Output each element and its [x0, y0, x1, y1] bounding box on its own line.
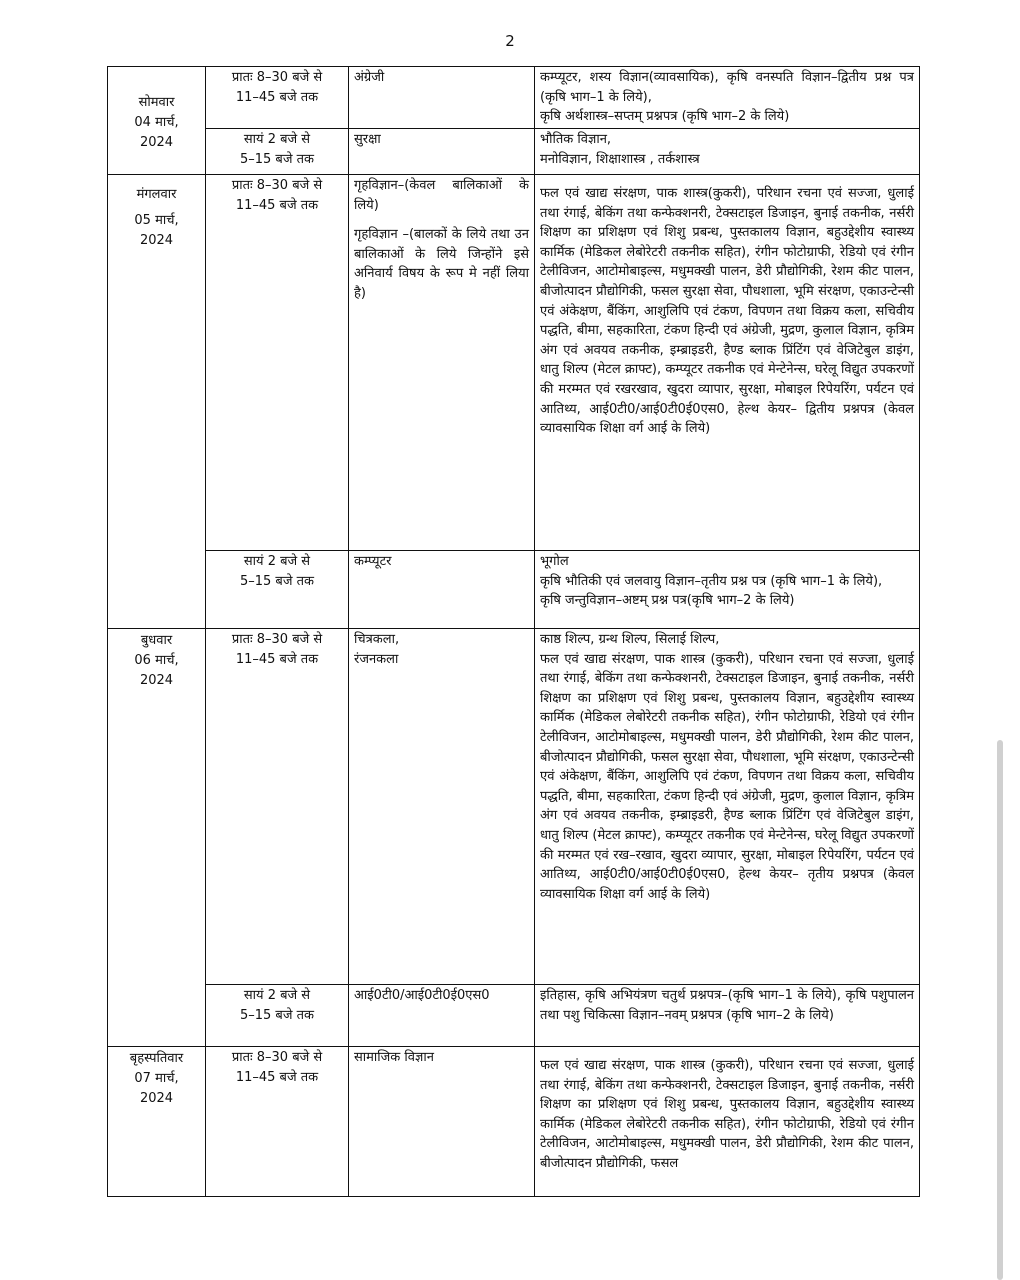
day-date: 07 मार्च,	[134, 1071, 179, 1086]
subject-name: अंग्रेजी	[354, 70, 385, 85]
description-cell	[535, 1047, 920, 1197]
subject-name: कम्प्यूटर	[354, 554, 392, 569]
time-end: 11–45 बजे तक	[235, 1070, 319, 1085]
subject-name: सुरक्षा	[354, 132, 381, 147]
day-name: बृहस्पतिवार	[129, 1051, 184, 1066]
description-text: भौतिक विज्ञान,	[540, 132, 612, 147]
table-row	[108, 1047, 920, 1197]
day-year: 2024	[139, 673, 174, 688]
day-year: 2024	[139, 135, 174, 150]
description-cell	[535, 175, 920, 551]
subject-cell	[349, 629, 535, 985]
time-start: प्रातः 8–30 बजे से	[231, 178, 323, 193]
subject-name: सामाजिक विज्ञान	[354, 1050, 434, 1065]
time-end: 11–45 बजे तक	[235, 90, 319, 105]
description-text: कृषि अर्थशास्त्र–सप्तम् प्रश्नपत्र (कृषि भाग–2 के लिये)	[540, 109, 790, 125]
description-text: कृषि जन्तुविज्ञान–अष्टम् प्रश्न पत्र(कृषि भाग–2 के लिये)	[540, 593, 795, 609]
exam-schedule-table	[107, 66, 920, 1197]
time-start: सायं 2 बजे से	[243, 988, 311, 1003]
subject-name: आई0टी0/आई0टी0ई0एस0	[354, 988, 490, 1003]
page-number: 2	[505, 32, 515, 50]
time-start: प्रातः 8–30 बजे से	[231, 632, 323, 647]
time-end: 5–15 बजे तक	[239, 1008, 315, 1023]
description-text: फल एवं खाद्य संरक्षण, पाक शास्त्र (कुकरी), परिधान रचना एवं सज्जा, धुलाई तथा रंगाई, बेकिंग तथा कन्फेक्शनरी, टेक्सटाइल डिजाइन, बुनाई तकनीक, नर्सरी शिक्षण का प्रशिक्षण एवं शिशु प्रबन्ध, पुस्तकालय विज्ञान, बहुउद्देशीय स्वास्थ्य कार्मिक (मेडिकल लेबोरेटरी तकनीक सहित), रंगीन फोटोग्राफी, रेडियो एवं रंगीन टेलीविजन, आटोमोबाइल्स, मधुमक्खी पालन, डेरी प्रौद्योगिकी, रेशम कीट पालन, बीजोत्पादन प्रौद्योगिकी, फसल	[540, 1058, 914, 1171]
time-cell	[206, 129, 349, 175]
subject-name: गृहविज्ञान –(बालकों के लिये तथा उन बालिकाओं के लिये जिन्होंने इसे अनिवार्य विषय के रूप मे नहीं लिया है)	[354, 227, 529, 301]
description-text: फल एवं खाद्य संरक्षण, पाक शास्त्र(कुकरी), परिधान रचना एवं सज्जा, धुलाई तथा रंगाई, बेकिंग तथा कन्फेक्शनरी, टेक्सटाइल डिजाइन, बुनाई तकनीक, नर्सरी शिक्षण का प्रशिक्षण एवं शिशु प्रबन्ध, पुस्तकालय विज्ञान, बहुउद्देशीय स्वास्थ्य कार्मिक (मेडिकल लेबोरेटरी तकनीक सहित), रंगीन फोटोग्राफी, रेडियो एवं रंगीन टेलीविजन, आटोमोबाइल्स, मधुमक्खी पालन, डेरी प्रौद्योगिकी, रेशम कीट पालन, बीजोत्पादन प्रौद्योगिकी, फसल सुरक्षा सेवा, पौधशाला, भूमि संरक्षण, एकाउन्टेन्सी एवं अंकेक्षण, बैंकिंग, आशुलिपि एवं टंकण, विपणन तथा विक्रय कला, सचिवीय पद्धति, बीमा, सहकारिता, टंकण हिन्दी एवं अंग्रेजी, मुद्रण, कुलाल विज्ञान, कृत्रिम अंग एवं अवयव तकनीक, इम्ब्राइडरी, हैण्ड ब्लाक प्रिंटिंग एवं वेजिटेबुल डाइंग, धातु शिल्प (मेटल क्राफ्ट), कम्प्यूटर तकनीक एवं मेन्टेनेन्स, घरेलू विद्युत उपकरणों की मरम्मत एवं रखरखाव, खुदरा व्यापार, सुरक्षा, मोबाइल रिपेयरिंग, पर्यटन एवं आतिथ्य, आई0टी0/आई0टी0ई0एस0, हेल्थ केयर– द्वितीय प्रश्नपत्र (केवल व्यावसायिक शिक्षा वर्ग आई के लिये)	[540, 186, 914, 437]
table-row	[108, 629, 920, 985]
subject-name: चित्रकला,	[354, 632, 400, 647]
time-end: 5–15 बजे तक	[239, 574, 315, 589]
table-row	[108, 551, 920, 629]
day-name: बुधवार	[140, 633, 173, 648]
description-text: कृषि भौतिकी एवं जलवायु विज्ञान–तृतीय प्रश्न पत्र (कृषि भाग–1 के लिये),	[540, 573, 883, 589]
day-cell	[108, 175, 206, 629]
time-cell	[206, 629, 349, 985]
time-cell	[206, 175, 349, 551]
description-text: मनोविज्ञान, शिक्षाशास्त्र , तर्कशास्त्र	[540, 151, 700, 167]
subject-cell	[349, 1047, 535, 1197]
description-cell	[535, 129, 920, 175]
description-text: काष्ठ शिल्प, ग्रन्थ शिल्प, सिलाई शिल्प,	[540, 632, 720, 647]
time-end: 5–15 बजे तक	[239, 152, 315, 167]
description-text: कम्प्यूटर, शस्य विज्ञान(व्यावसायिक), कृषि वनस्पति विज्ञान–द्वितीय प्रश्न पत्र (कृषि भाग–1 के लिये),	[540, 70, 914, 105]
description-cell	[535, 629, 920, 985]
day-cell	[108, 67, 206, 175]
description-cell	[535, 67, 920, 129]
subject-cell	[349, 551, 535, 629]
day-year: 2024	[139, 233, 174, 248]
day-date: 06 मार्च,	[134, 653, 179, 668]
time-cell	[206, 1047, 349, 1197]
subject-name: गृहविज्ञान–(केवल बालिकाओं के लिये)	[354, 178, 529, 213]
subject-cell	[349, 985, 535, 1047]
description-text: भूगोल	[540, 554, 569, 569]
description-cell	[535, 551, 920, 629]
subject-cell	[349, 67, 535, 129]
subject-name: रंजनकला	[354, 651, 399, 667]
time-end: 11–45 बजे तक	[235, 198, 319, 213]
time-start: प्रातः 8–30 बजे से	[231, 70, 323, 85]
subject-cell	[349, 175, 535, 551]
time-cell	[206, 985, 349, 1047]
day-year: 2024	[139, 1091, 174, 1106]
time-start: प्रातः 8–30 बजे से	[231, 1050, 323, 1065]
subject-cell	[349, 129, 535, 175]
table-row	[108, 67, 920, 129]
day-date: 04 मार्च,	[134, 115, 179, 130]
day-cell	[108, 629, 206, 1047]
table-row	[108, 175, 920, 551]
table-row	[108, 129, 920, 175]
time-cell	[206, 551, 349, 629]
day-cell	[108, 1047, 206, 1197]
time-start: सायं 2 बजे से	[243, 554, 311, 569]
vertical-scrollbar[interactable]	[997, 740, 1003, 1280]
time-start: सायं 2 बजे से	[243, 132, 311, 147]
time-cell	[206, 67, 349, 129]
day-name: मंगलवार	[136, 187, 177, 202]
day-name: सोमवार	[138, 95, 175, 110]
day-date: 05 मार्च,	[134, 213, 179, 228]
description-text: फल एवं खाद्य संरक्षण, पाक शास्त्र (कुकरी), परिधान रचना एवं सज्जा, धुलाई तथा रंगाई, बेकिंग तथा कन्फेक्शनरी, टेक्सटाइल डिजाइन, बुनाई तकनीक, नर्सरी शिक्षण का प्रशिक्षण एवं शिशु प्रबन्ध, पुस्तकालय विज्ञान, बहुउद्देशीय स्वास्थ्य कार्मिक (मेडिकल लेबोरेटरी तकनीक सहित), रंगीन फोटोग्राफी, रेडियो एवं रंगीन टेलीविजन, आटोमोबाइल्स, मधुमक्खी पालन, डेरी प्रौद्योगिकी, रेशम कीट पालन, बीजोत्पादन प्रौद्योगिकी, फसल सुरक्षा सेवा, पौधशाला, भूमि संरक्षण, एकाउन्टेन्सी एवं अंकेक्षण, बैंकिंग, आशुलिपि एवं टंकण, विपणन तथा विक्रय कला, सचिवीय पद्धति, बीमा, सहकारिता, टंकण हिन्दी एवं अंग्रेजी, मुद्रण, कुलाल विज्ञान, कृत्रिम अंग एवं अवयव तकनीक, इम्ब्राइडरी, हैण्ड ब्लाक प्रिंटिंग एवं वेजिटेबुल डाइंग, धातु शिल्प (मेटल क्राफ्ट), कम्प्यूटर तकनीक एवं मेन्टेनेन्स, घरेलू विद्युत उपकरणों की मरम्मत एवं रख–रखाव, खुदरा व्यापार, सुरक्षा, मोबाइल रिपेयरिंग, पर्यटन एवं आतिथ्य, आई0टी0/आई0टी0ई0एस0, हेल्थ केयर– तृतीय प्रश्नपत्र (केवल व्यावसायिक शिक्षा वर्ग आई के लिये)	[540, 651, 914, 902]
description-text: इतिहास, कृषि अभियंत्रण चतुर्थ प्रश्नपत्र–(कृषि भाग–1 के लिये), कृषि पशुपालन तथा पशु चिकित्सा विज्ञान–नवम् प्रश्नपत्र (कृषि भाग–2 के लिये)	[540, 988, 914, 1023]
table-row	[108, 985, 920, 1047]
time-end: 11–45 बजे तक	[235, 652, 319, 667]
description-cell	[535, 985, 920, 1047]
